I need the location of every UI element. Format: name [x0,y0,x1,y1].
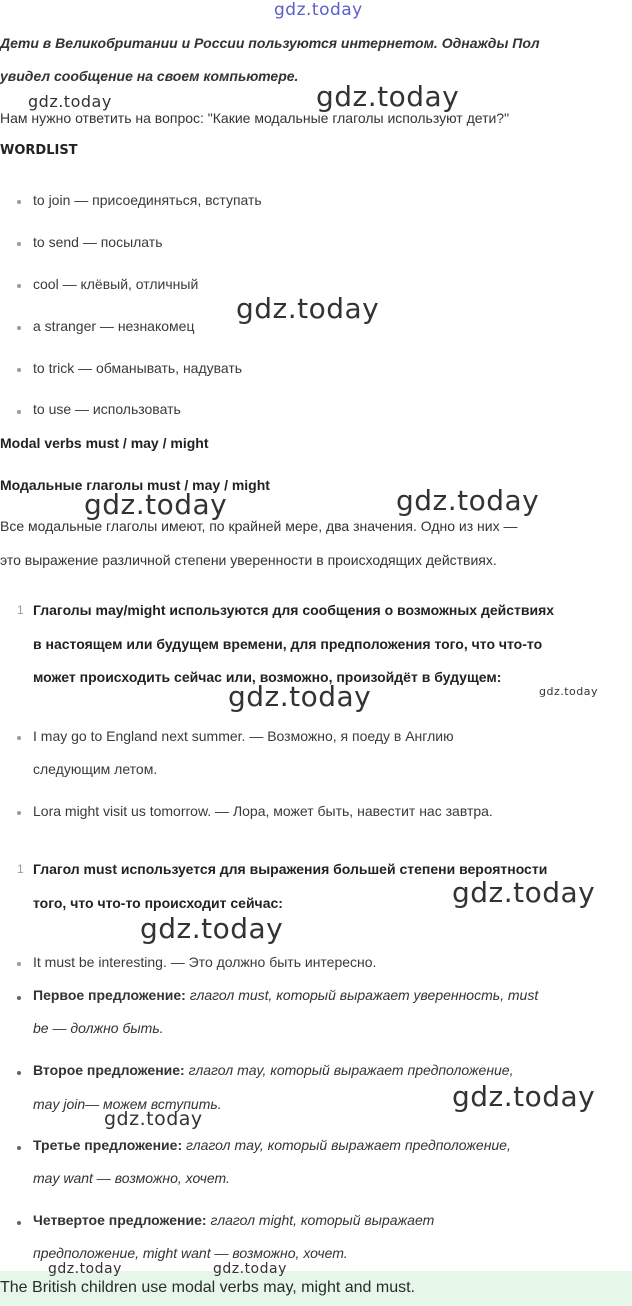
watermark: gdz.today [396,484,540,517]
example-1-line-2: следующим летом. [33,761,158,777]
analysis-text: глагол may, который выражает предположение, [184,1062,514,1078]
grammar-title-ru: Модальные глаголы must / may / might [0,477,270,493]
rule-number: 1 [17,862,24,876]
grammar-title-en: Modal verbs must / may / might [0,435,209,451]
analysis-3-line-2 [33,1170,230,1186]
grammar-desc-1: Все модальные глаголы имеют, по крайней мере, два значения. Одно из них — [0,518,518,534]
analysis-text: глагол may, который выражает предположение, [182,1137,511,1153]
analysis-label: Третье предложение: [33,1137,183,1153]
analysis-text: may join— можем вступить. [33,1096,222,1112]
watermark: gdz.today [316,80,460,113]
list-item: a stranger — незнакомец [33,318,195,334]
watermark: gdz.today [539,685,599,698]
watermark: gdz.today [28,92,112,111]
rule-1-line-3: может происходить сейчас или, возможно, произойдёт в будущем: [33,669,502,685]
analysis-3-line-1 [33,1137,511,1153]
watermark: gdz.today [236,292,380,325]
intro-line-1: Дети в Великобритании и России пользуются интернетом. Однажды Пол [0,35,540,51]
analysis-text: be — должно быть. [33,1020,164,1036]
analysis-1-line-2 [33,1020,164,1036]
analysis-1-line-1 [33,987,538,1003]
watermark: gdz.today [104,1108,203,1130]
analysis-label: Первое предложение: [33,987,186,1003]
rule-2-line-1: Глагол must используется для выражения большей степени вероятности [33,861,548,877]
wordlist-title: WORDLIST [0,143,78,158]
analysis-4-line-2 [33,1245,348,1261]
watermark: gdz.today [48,1261,122,1277]
analysis-text: may want — возможно, хочет. [33,1170,230,1186]
rule-2-line-2: того, что что-то происходит сейчас: [33,895,283,911]
list-item: to use — использовать [33,401,181,417]
analysis-label: Второе предложение: [33,1062,185,1078]
watermark: gdz.today [452,1080,596,1113]
list-item: to join — присоединяться, вступать [33,192,262,208]
list-item: cool — клёвый, отличный [33,276,199,292]
example-2: Lora might visit us tomorrow. — Лора, может быть, навестит нас завтра. [33,803,493,819]
example-3: It must be interesting. — Это должно быть интересно. [33,954,377,970]
analysis-text: глагол must, который выражает уверенность, must [185,987,539,1003]
watermark: gdz.today [452,876,596,909]
analysis-2-line-1 [33,1062,513,1078]
list-item: to send — посылать [33,234,163,250]
intro-question: Нам нужно ответить на вопрос: "Какие модальные глаголы используют дети?" [0,110,510,126]
rule-1-line-2: в настоящем или будущем времени, для предположения того, что что-то [33,636,543,652]
grammar-desc-2: это выражение различной степени уверенности в происходящих действиях. [0,552,497,568]
header-watermark: gdz.today [274,0,363,20]
answer-text: The British children use modal verbs may, might and must. [0,1279,415,1296]
analysis-text: предположение, might want — возможно, хочет. [33,1245,348,1261]
rule-number: 1 [17,603,24,617]
watermark: gdz.today [84,488,228,521]
watermark: gdz.today [213,1261,287,1277]
analysis-label: Четвертое предложение: [33,1212,207,1228]
list-item: to trick — обманывать, надувать [33,360,243,376]
analysis-4-line-1 [33,1212,434,1228]
watermark: gdz.today [140,912,284,945]
analysis-text: глагол might, который выражает [206,1212,435,1228]
watermark: gdz.today [228,680,372,713]
intro-line-2: увидел сообщение на своем компьютере. [0,68,299,84]
rule-1-line-1: Глаголы may/might используются для сообщения о возможных действиях [33,602,555,618]
example-1-line-1: I may go to England next summer. — Возможно, я поеду в Англию [33,728,454,744]
